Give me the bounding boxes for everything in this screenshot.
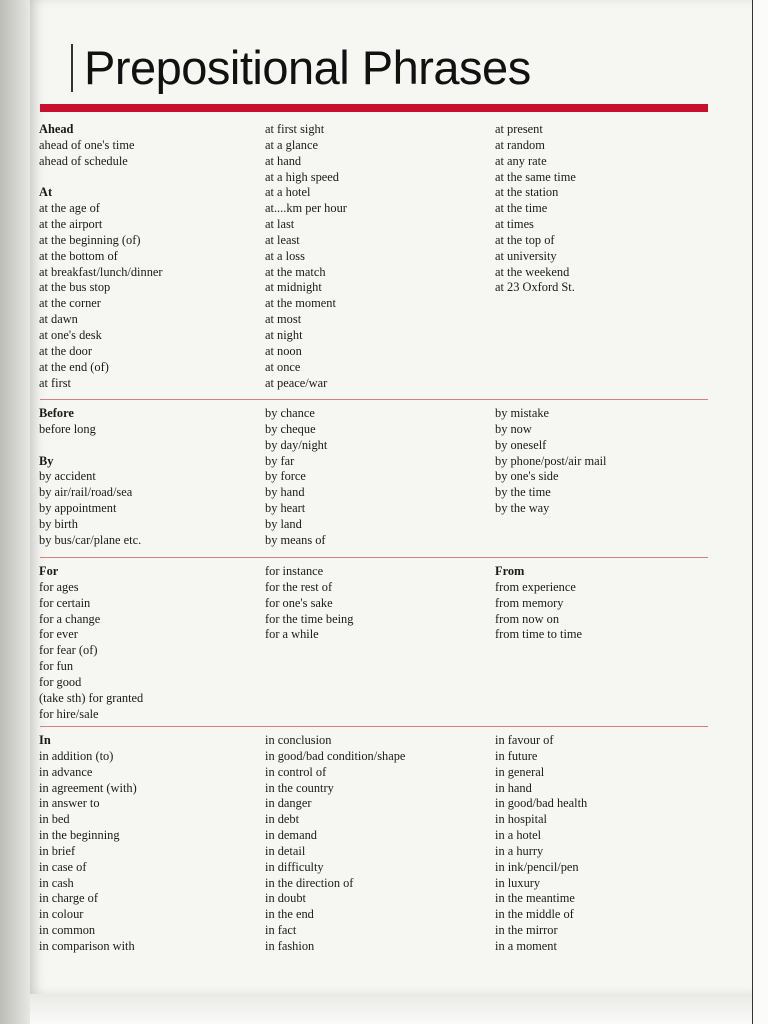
phrase: in good/bad condition/shape [265, 748, 406, 763]
phrase: at the top of [495, 232, 555, 247]
phrase: in advance [39, 764, 93, 779]
phrase: at the corner [39, 296, 101, 311]
phrase: by the way [495, 501, 550, 516]
phrase: in detail [265, 843, 306, 858]
phrase: for a change [39, 611, 101, 626]
phrase: by land [265, 516, 302, 531]
phrase: in the mirror [495, 923, 558, 938]
phrase: from memory [495, 595, 564, 610]
phrase: at any rate [495, 153, 547, 168]
phrase: by accident [39, 469, 96, 484]
phrase: at most [265, 312, 302, 327]
phrase: in ink/pencil/pen [495, 859, 579, 874]
heading-by: By [39, 453, 54, 468]
book-spine-shadow [0, 0, 30, 1024]
phrase: at hand [265, 153, 302, 168]
phrase: for certain [39, 595, 91, 610]
phrase: before long [39, 421, 96, 436]
phrase: in brief [39, 843, 76, 858]
section-in-col-3 [495, 733, 717, 955]
phrase: by heart [265, 501, 306, 516]
page-bottom-edge [30, 994, 752, 1024]
phrase: in general [495, 764, 545, 779]
phrase: by bus/car/plane etc. [39, 532, 142, 547]
section-in-col-1 [39, 733, 261, 955]
section-by-col-2 [265, 406, 487, 549]
phrase: in charge of [39, 891, 98, 906]
phrase: at breakfast/lunch/dinner [39, 264, 163, 279]
phrase: at the weekend [495, 264, 570, 279]
heading-at: At [39, 185, 53, 200]
phrase: in colour [39, 907, 84, 922]
phrase: by the time [495, 485, 551, 500]
phrase: in good/bad health [495, 796, 588, 811]
phrase: at one's desk [39, 327, 102, 342]
phrase: at the same time [495, 169, 576, 184]
phrase: for the rest of [265, 579, 333, 594]
phrase: at the end (of) [39, 359, 109, 374]
phrase: in addition (to) [39, 748, 114, 763]
section-at-col-1 [39, 122, 261, 391]
phrase: in doubt [265, 891, 306, 906]
title-underline-rule [40, 104, 708, 112]
phrase: at the match [265, 264, 326, 279]
phrase: for good [39, 674, 82, 689]
section-in-col-2 [265, 733, 487, 955]
phrase: at a loss [265, 248, 305, 263]
phrase: at random [495, 137, 545, 152]
phrase: in fact [265, 923, 297, 938]
phrase: in debt [265, 812, 300, 827]
phrase: in the direction of [265, 875, 354, 890]
phrase: at noon [265, 343, 302, 358]
phrase: for fun [39, 659, 74, 674]
section-from-col-3 [495, 564, 717, 643]
phrase: in answer to [39, 796, 100, 811]
phrase: at last [265, 217, 295, 232]
phrase: at times [495, 217, 534, 232]
phrase: at the time [495, 201, 548, 216]
phrase: ahead of schedule [39, 153, 128, 168]
phrase: at the age of [39, 201, 100, 216]
phrase: in hospital [495, 812, 547, 827]
heading-from: From [495, 564, 525, 578]
phrase: for a while [265, 627, 319, 642]
phrase: in common [39, 923, 96, 938]
phrase: in conclusion [265, 733, 332, 747]
section-for-col-2 [265, 564, 487, 643]
phrase: in case of [39, 859, 87, 874]
section-by-col-3 [495, 406, 717, 517]
phrase: at the station [495, 185, 559, 200]
section-by-col-1 [39, 406, 261, 549]
phrase: at a glance [265, 137, 318, 152]
phrase: in the end [265, 907, 314, 922]
page-title: Prepositional Phrases [84, 41, 531, 94]
phrase: in the meantime [495, 891, 575, 906]
phrase: for instance [265, 564, 324, 578]
phrase: in control of [265, 764, 327, 779]
phrase: at the bottom of [39, 248, 118, 263]
phrase: in the middle of [495, 907, 574, 922]
phrase: in cash [39, 875, 74, 890]
phrase: in future [495, 748, 538, 763]
spacer [39, 170, 261, 186]
phrase: at night [265, 327, 303, 342]
spacer [39, 438, 261, 454]
phrase: from experience [495, 579, 576, 594]
phrase: by oneself [495, 437, 547, 452]
title-accent-bar [71, 44, 73, 92]
phrase: for hire/sale [39, 706, 99, 721]
phrase: at....km per hour [265, 201, 347, 216]
phrase: at 23 Oxford St. [495, 280, 575, 295]
phrase: in a hurry [495, 843, 544, 858]
phrase: at midnight [265, 280, 322, 295]
phrase: in demand [265, 828, 317, 843]
section-divider [40, 399, 708, 400]
phrase: by mistake [495, 406, 550, 420]
phrase: by far [265, 453, 295, 468]
phrase: by cheque [265, 421, 316, 436]
phrase: from now on [495, 611, 560, 626]
section-divider [40, 557, 708, 558]
phrase: by air/rail/road/sea [39, 485, 133, 500]
phrase: by appointment [39, 501, 117, 516]
phrase: at once [265, 359, 301, 374]
phrase: ahead of one's time [39, 137, 135, 152]
phrase: in comparison with [39, 938, 135, 953]
phrase: at the moment [265, 296, 336, 311]
phrase: by hand [265, 485, 305, 500]
phrase: by one's side [495, 469, 559, 484]
phrase: in luxury [495, 875, 541, 890]
phrase: at a hotel [265, 185, 311, 200]
phrase: at a high speed [265, 169, 339, 184]
heading-in: In [39, 733, 51, 747]
phrase: from time to time [495, 627, 583, 642]
phrase: by birth [39, 516, 78, 531]
page-edge [752, 0, 768, 1024]
phrase: in hand [495, 780, 532, 795]
phrase: (take sth) for granted [39, 690, 144, 705]
phrase: at present [495, 122, 543, 136]
phrase: at the bus stop [39, 280, 111, 295]
section-at-col-3 [495, 122, 717, 296]
phrase: for fear (of) [39, 643, 98, 658]
phrase: at first sight [265, 122, 325, 136]
section-for-col-1 [39, 564, 261, 722]
phrase: by day/night [265, 437, 328, 452]
section-divider [40, 726, 708, 727]
phrase: at the airport [39, 217, 103, 232]
phrase: in the beginning [39, 828, 120, 843]
phrase: at the door [39, 343, 92, 358]
phrase: by force [265, 469, 306, 484]
phrase: in fashion [265, 938, 315, 953]
phrase: by means of [265, 532, 326, 547]
phrase: in a hotel [495, 828, 542, 843]
phrase: in danger [265, 796, 312, 811]
phrase: in favour of [495, 733, 554, 747]
phrase: at dawn [39, 312, 78, 327]
phrase: by chance [265, 406, 315, 420]
phrase: at university [495, 248, 557, 263]
phrase: in difficulty [265, 859, 324, 874]
heading-for: For [39, 564, 59, 578]
phrase: in a moment [495, 938, 557, 953]
phrase: in the country [265, 780, 334, 795]
phrase: at least [265, 232, 300, 247]
phrase: at peace/war [265, 375, 328, 390]
phrase: at the beginning (of) [39, 232, 141, 247]
phrase: at first [39, 375, 71, 390]
phrase: for one's sake [265, 595, 333, 610]
section-at-col-2 [265, 122, 487, 391]
phrase: for ever [39, 627, 78, 642]
phrase: in bed [39, 812, 70, 827]
phrase: by phone/post/air mail [495, 453, 607, 468]
heading-before: Before [39, 406, 74, 420]
phrase: for the time being [265, 611, 354, 626]
phrase: by now [495, 421, 532, 436]
heading-ahead: Ahead [39, 122, 74, 136]
phrase: in agreement (with) [39, 780, 137, 795]
phrase: for ages [39, 579, 79, 594]
